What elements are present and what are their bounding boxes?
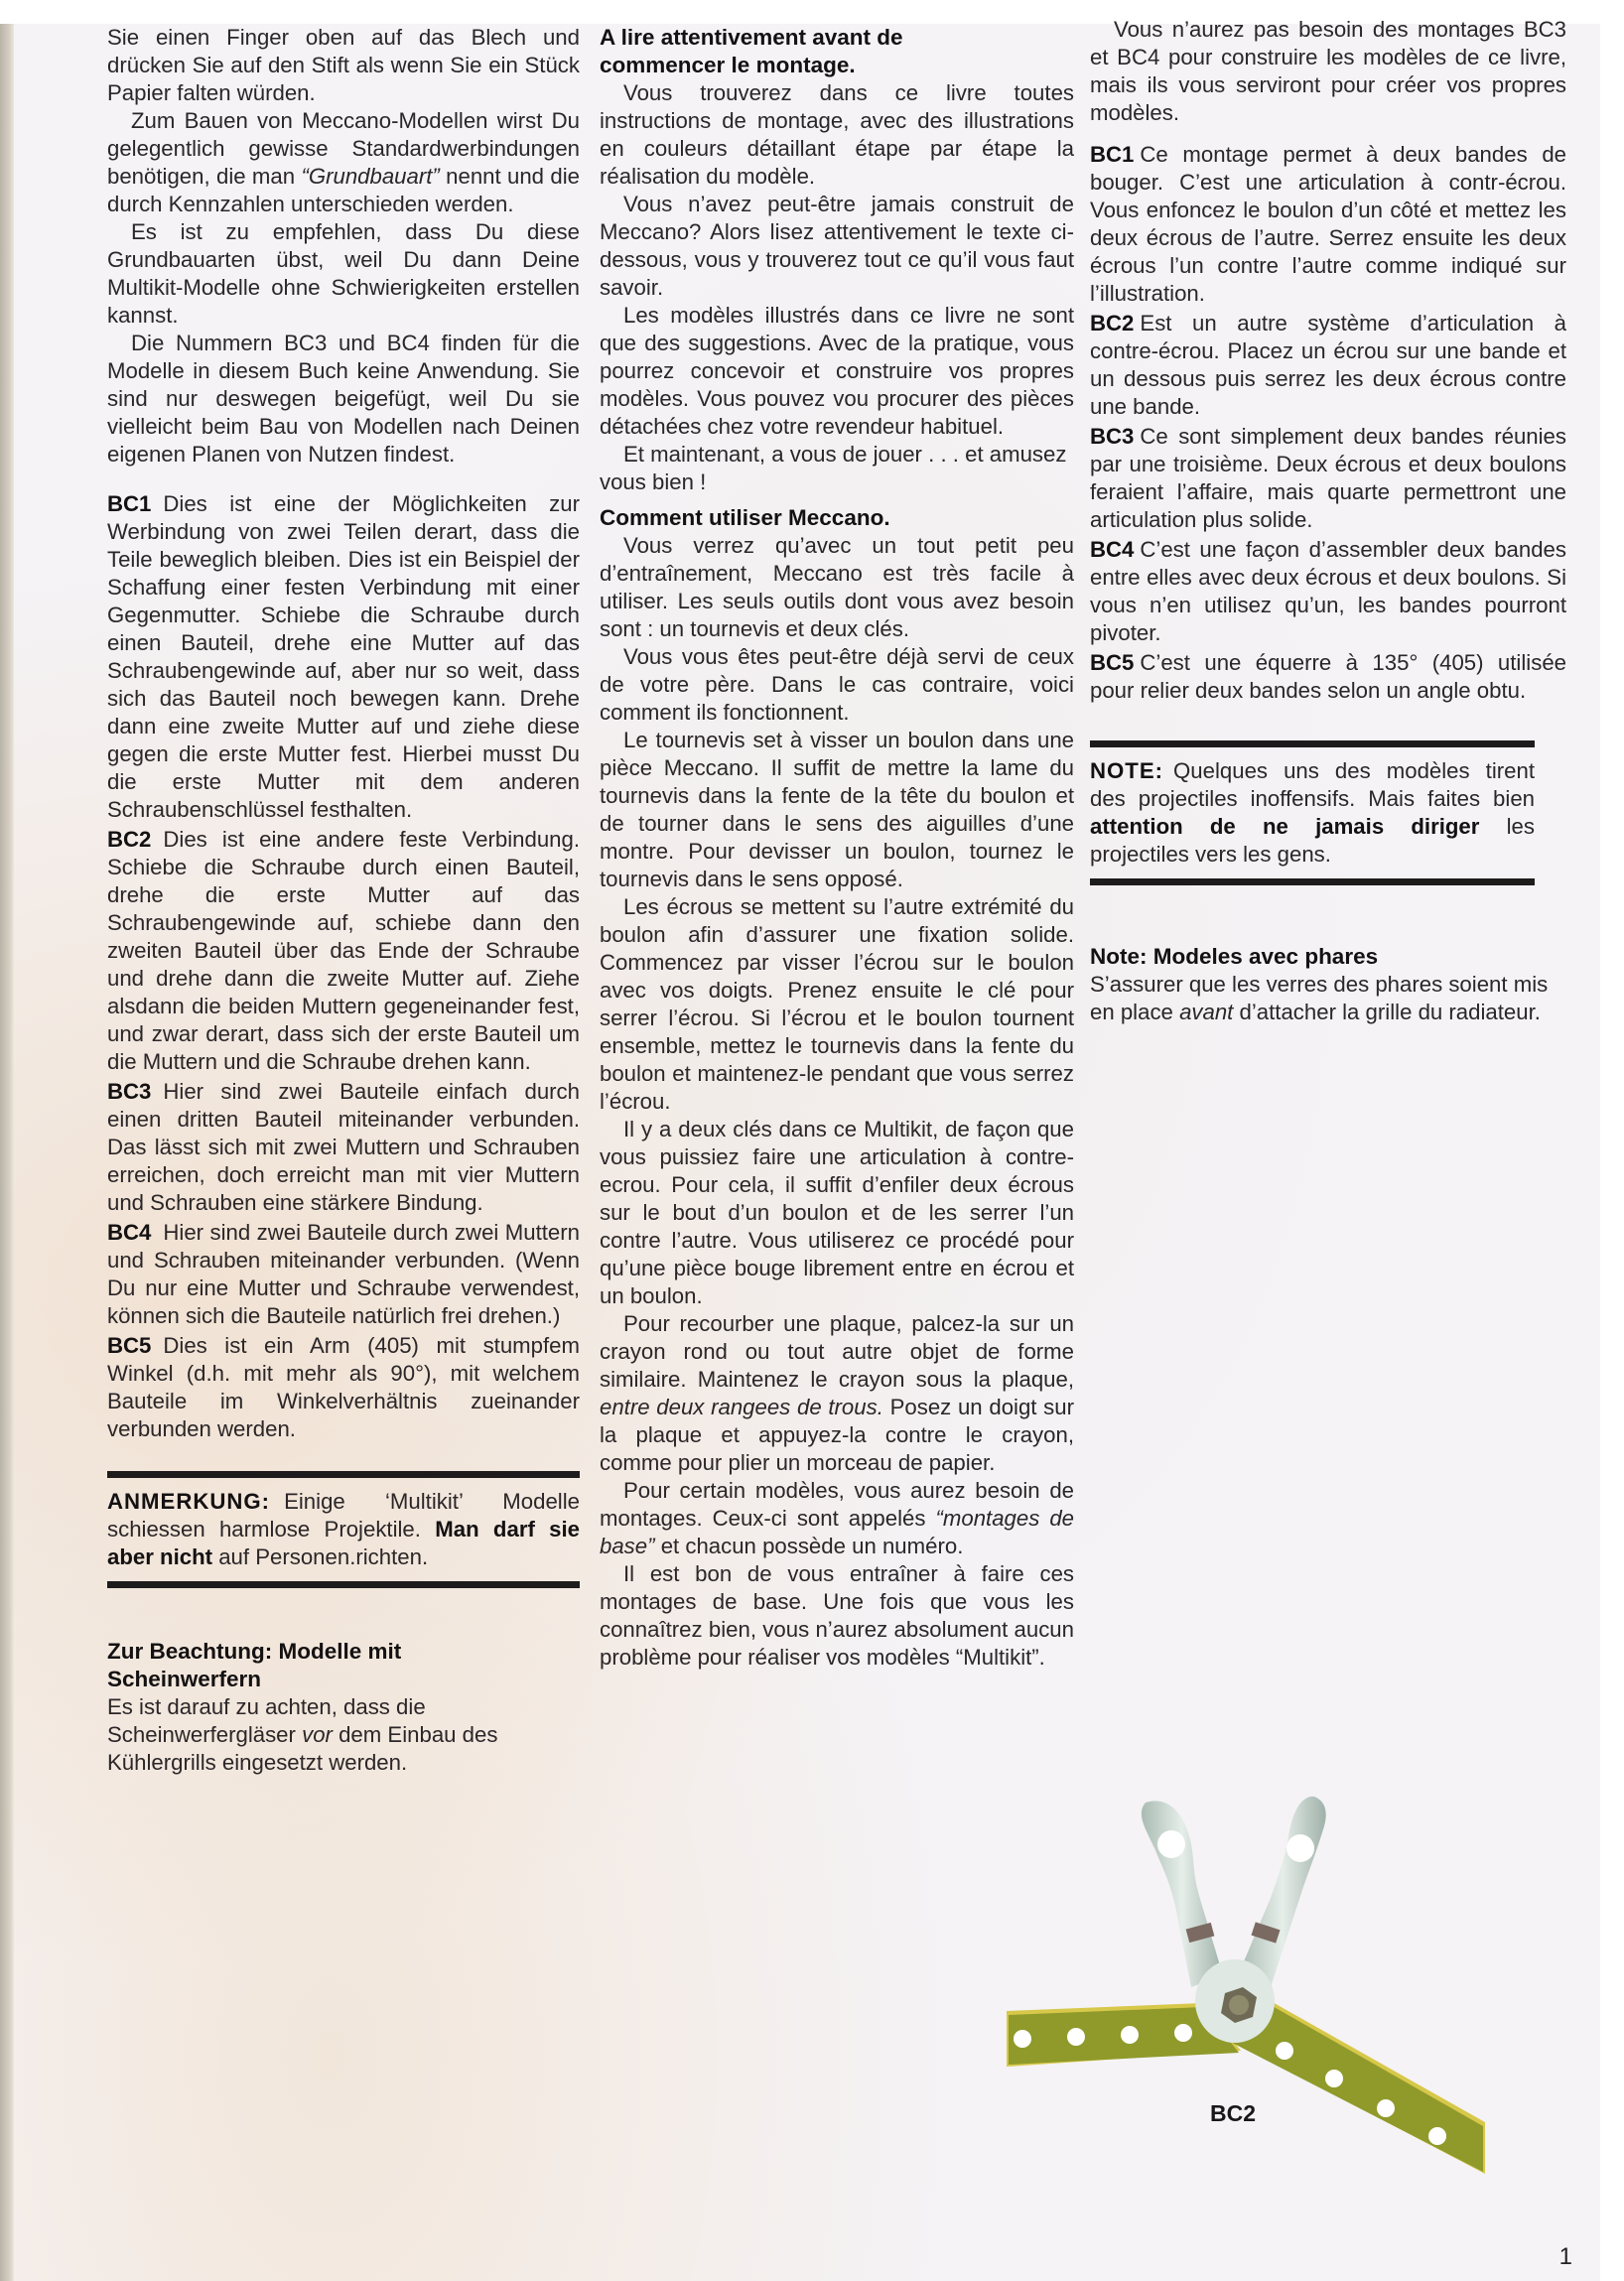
angle-bracket-arm-right xyxy=(1239,1797,1326,1987)
de-bc3-bc4-paragraph: Die Nummern BC3 und BC4 finden für die Modelle in diesem Buch keine Anwendung. Sie sind nur deswegen beigefügt, weil Du sie vielleicht beim Bau von Modellen nach Deinen eigenen Planen von Nutzen findest. xyxy=(107,331,580,467)
fr-warning-note: NOTE: Quelques uns des modèles tirent des projectiles inoffensifs. Mais faites bien attention de ne jamais diriger les projectiles vers les gens. xyxy=(1090,758,1535,867)
fr-paragraph: Vous verrez qu’avec un tout petit peu d’entraînement, Meccano est très facile à utiliser. Les seuls outils dont vous avez besoin sont : un tournevis et deux clés. xyxy=(600,533,1074,641)
bc-label: BC3 xyxy=(107,1079,152,1104)
bc-label: BC4 xyxy=(107,1220,152,1245)
bc2-illustration xyxy=(997,1767,1612,2204)
fr-bc3: BC3 Ce sont simplement deux bandes réunies par une troisième. Deux écrous et deux boulons feraient l’affaire, mais quarte permettront une articulation plus solide. xyxy=(1090,424,1566,532)
manual-page xyxy=(14,17,1600,2281)
bc-label: BC2 xyxy=(1090,311,1135,335)
fr-paragraph: Vous vous êtes peut-être déjà servi de ceux de votre père. Dans le cas contraire, voici comment ils fonctionnent. xyxy=(600,644,1074,725)
divider-rule xyxy=(1090,740,1535,747)
fr-bend-plate-paragraph: Pour recourber une plaque, palcez-la sur un crayon rond ou tout autre objet de forme similaire. Maintenez le crayon sous la plaque, entre deux rangees de trous. Posez un doigt sur la plaque et appuyez-la contre le crayon, comme pour plier un morceau de papier. xyxy=(600,1311,1074,1475)
de-bc4: BC4 Hier sind zwei Bauteile durch zwei Muttern und Schrauben miteinander verbunden. (Wenn Du nur eine Mutter und Schraube verwendest, können sich die Bauteile natürlich frei drehen.) xyxy=(107,1220,580,1328)
bc-label: BC5 xyxy=(107,1333,152,1358)
fr-paragraph: Les écrous se mettent su l’autre extrémité du boulon afin d’assurer une fixation solide. Commencez par visser l’écrou sur le boulon avec vos doigts. Prenez ensuite le clé pour serrer l’écrou. Si l’écrou et le boulon tournent ensemble, mettez le tournevis dans la fente du boulon et maintenez-le pendant que vous serrez l’écrou. xyxy=(600,894,1074,1114)
de-bc3: BC3 Hier sind zwei Bauteile einfach durch einen dritten Bauteil miteinander verbunden. Das lässt sich mit zwei Muttern und Schrauben erreichen, doch erreicht man mit vier Muttern und Schrauben eine stärkere Bindung. xyxy=(107,1079,580,1215)
fr-practice-paragraph: Il est bon de vous entraîner à faire ces montages de base. Une fois que vous les connaîtrez bien, vous n’aurez absolument aucun problème pour réaliser vos modèles “Multikit”. xyxy=(600,1561,1074,1670)
de-recommendation-paragraph: Es ist zu empfehlen, dass Du diese Grundbauarten übst, weil Du dann Deine Multikit-Modelle ohne Schwierigkeiten erstellen kannst. xyxy=(107,219,580,328)
fr-bc4: BC4 C’est une façon d’assembler deux bandes entre elles avec deux écrous et deux boulons. Si vous n’en utilisez qu’un, les bandes pourront pivoter. xyxy=(1090,537,1566,645)
bolt-and-nut xyxy=(1195,1959,1275,2043)
de-warning-note: ANMERKUNG: Einige ‘Multikit’ Modelle schiessen harmlose Projektile. Man darf sie aber nicht auf Personen.richten. xyxy=(107,1489,580,1569)
fr-paragraph: Il y a deux clés dans ce Multikit, de façon que vous puissiez faire une articulation à contre-ecrou. Pour cela, il suffit d’enfiler deux écrous sur le bout d’un boulon et de les serrer l’un contre l’autre. Vous utiliserez ce procédé pour qu’une pièce bouge librement entre en écrou et un boulon. xyxy=(600,1117,1074,1308)
fr-headlights-text: S’assurer que les verres des phares soient mis en place avant d’attacher la grille du radiateur. xyxy=(1090,972,1549,1024)
fr-headlights-heading: Note: Modeles avec phares xyxy=(1090,944,1379,969)
de-intro-continuation: Sie einen Finger oben auf das Blech und drücken Sie auf den Stift als wenn Sie ein Stück Papier falten würden. xyxy=(107,25,580,105)
fr-paragraph: Vous trouverez dans ce livre toutes instructions de montage, avec des illustrations en couleurs détaillant étape par étape la réalisation du modèle. xyxy=(600,80,1074,189)
de-headlights-text: Es ist darauf zu achten, dass die Scheinwerfergläser vor dem Einbau des Kühlergrills eingesetzt werden. xyxy=(107,1694,498,1775)
bc-label: BC2 xyxy=(107,827,152,852)
fr-basic-assemblies-paragraph: Pour certain modèles, vous aurez besoin de montages. Ceux-ci sont appelés “montages de base” et chacun possède un numéro. xyxy=(600,1478,1075,1558)
page-binding xyxy=(0,24,14,2281)
de-headlights-heading: Zur Beachtung: Modelle mit Scheinwerfern xyxy=(107,1639,402,1691)
divider-rule xyxy=(107,1471,580,1478)
bc-label: BC5 xyxy=(1090,650,1135,675)
bc-label: BC3 xyxy=(1090,424,1135,449)
fr-not-needed-paragraph: Vous n’aurez pas besoin des montages BC3 et BC4 pour construire les modèles de ce livre, mais ils vous serviront pour créer vos propres modèles. xyxy=(1090,17,1566,125)
french-right-column xyxy=(1090,16,1566,1026)
divider-rule xyxy=(1090,878,1535,885)
angle-bracket-arm-left xyxy=(1142,1801,1223,1987)
divider-rule xyxy=(107,1581,580,1588)
de-intro-paragraph: Zum Bauen von Meccano-Modellen wirst Du gelegentlich gewisse Standardwerbindungen benötigen, die man “Grundbauart” nennt und die durch Kennzahlen unterschieden werden. xyxy=(107,108,580,216)
fr-bc1: BC1 Ce montage permet à deux bandes de bouger. C’est une articulation à contr-écrou. Vous enfoncez le boulon d’un côté et mettez les deux écrous de l’autre. Serrez ensuite les deux écrous l’un contre l’autre comme indiqué sur l’illustration. xyxy=(1090,142,1566,306)
de-bc1: BC1 Dies ist eine der Möglichkeiten zur Werbindung von zwei Teilen derart, dass die Teile beweglich bleiben. Dies ist ein Beispiel der Schaffung einer festen Verbindung mit einer Gegenmutter. Schiebe die Schraube durch einen Bauteil, drehe eine Mutter auf das Schraubengewinde auf, aber nur so weit, dass sich das Bauteil noch bewegen kann. Drehe dann eine zweite Mutter auf und ziehe diese gegen die erste Mutter fest. Hierbei musst Du die erste Mutter mit dem anderen Schraubenschlüssel festhalten. xyxy=(107,491,580,822)
fr-paragraph: Et maintenant, a vous de jouer . . . et amusez vous bien ! xyxy=(600,442,1067,494)
fr-paragraph: Le tournevis set à visser un boulon dans une pièce Meccano. Il suffit de mettre la lame du tournevis dans la fente de la tête du boulon et de tourner dans le sens des aiguilles d’une montre. Pour devisser un boulon, tournez le tournevis dans le sens opposé. xyxy=(600,728,1074,891)
de-term-grundbauart: “Grundbauart” xyxy=(301,164,440,189)
fr-paragraph: Vous n’avez peut-être jamais construit de Meccano? Alors lisez attentivement le texte ci-dessous, vous y trouverez tout ce qu’il vous faut savoir. xyxy=(600,192,1074,300)
french-column xyxy=(600,24,1074,1672)
german-column xyxy=(107,24,580,1777)
fr-bc5: BC5 C’est une équerre à 135° (405) utilisée pour relier deux bandes selon un angle obtu. xyxy=(1090,650,1566,703)
bc-label: BC4 xyxy=(1090,537,1135,562)
fr-paragraph: Les modèles illustrés dans ce livre ne sont que des suggestions. Avec de la pratique, vous pourrez concevoir et construire vos propres modèles. Vous pouvez vou procurer des pièces détachées chez votre revendeur habituel. xyxy=(600,303,1074,439)
page-number: 1 xyxy=(1558,2243,1572,2270)
de-bc2: BC2 Dies ist eine andere feste Verbindung. Schiebe die Schraube durch einen Bauteil, drehe die erste Mutter auf das Schraubengewinde auf, schiebe dann den zweiten Bauteil über das Ende der Schraube und drehe dann die zweite Mutter auf. Ziehe alsdann die beiden Muttern gegeneinander fest, und zwar derart, dass sich der erste Bauteil um die Muttern und die Schraube drehen kann. xyxy=(107,827,580,1074)
illustration-caption: BC2 xyxy=(1210,2100,1257,2126)
fr-bc2: BC2 Est un autre système d’articulation à contre-écrou. Placez un écrou sur une bande et un dessous puis serrez les deux écrous contre une bande. xyxy=(1090,311,1566,419)
fr-heading-how-to-use: Comment utiliser Meccano. xyxy=(600,505,890,530)
bc-label: BC1 xyxy=(107,491,152,516)
bc-label: BC1 xyxy=(1090,142,1135,167)
de-bc5: BC5 Dies ist ein Arm (405) mit stumpfem Winkel (d.h. mit mehr als 90°), mit welchem Bauteile im Winkelverhältnis zueinander verbunden werden. xyxy=(107,1333,580,1441)
fr-heading-read-carefully: A lire attentivement avant de commencer le montage. xyxy=(600,25,903,77)
